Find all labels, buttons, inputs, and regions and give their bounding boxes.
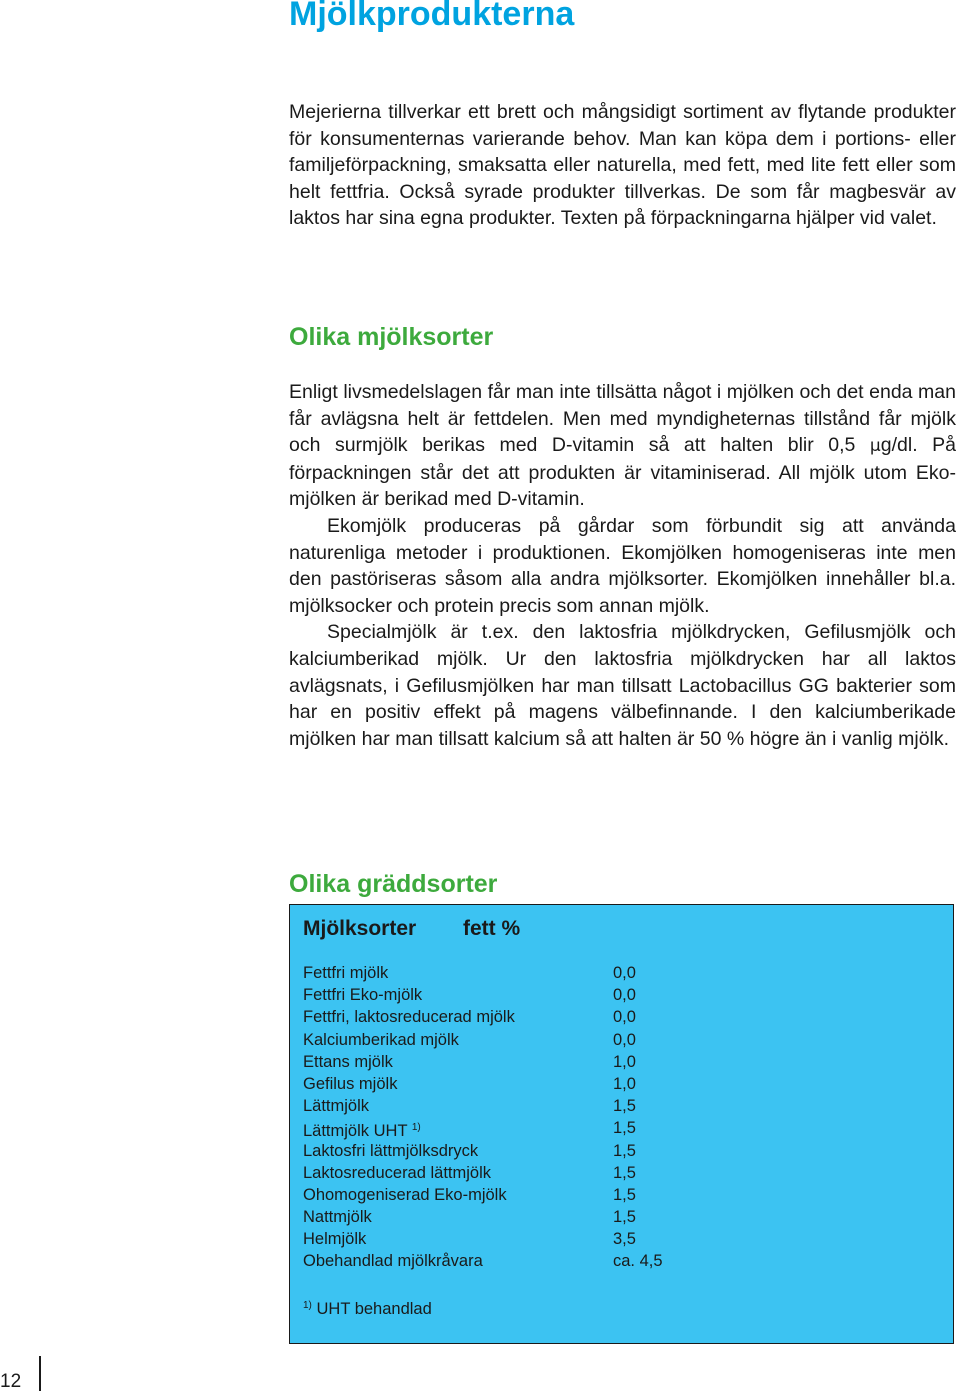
row-name (303, 1140, 478, 1162)
row-fat-value: 1,5 (613, 1185, 636, 1204)
row-name-text: Fettfri, laktosreducerad mjölk (303, 1008, 515, 1027)
row-name-text: Ohomogeniserad Eko-mjölk (303, 1185, 507, 1204)
milk-types-text (289, 379, 956, 752)
milk-paragraph-2: Ekomjölk produceras på gårdar som förbundit sig att använda naturenliga metoder i produktionen. Ekomjölken homogeniseras inte men den pastöriseras såsom alla andra mjölksorter. Ekomjölken innehåller bl.a. mjölksocker och protein precis som annan mjölk. (289, 514, 956, 617)
row-fat-value: 1,5 (613, 1119, 636, 1138)
table-row (303, 1140, 723, 1162)
row-name (303, 1228, 366, 1250)
fat-table-header (303, 915, 521, 943)
intro-paragraph (289, 99, 956, 232)
page-number: 12 (0, 1371, 22, 1392)
row-fat-value: 0,0 (613, 986, 636, 1005)
col-name-header: Mjölksorter (303, 917, 417, 940)
milk-types-heading: Olika mjölksorter (289, 323, 494, 351)
row-footnote-mark: 1) (411, 1122, 421, 1134)
row-fat-value: 3,5 (613, 1230, 636, 1249)
row-name-text: Gefilus mjölk (303, 1074, 398, 1093)
row-fat-value: 1,5 (613, 1163, 636, 1182)
table-row (303, 962, 723, 984)
row-fat-value: 0,0 (613, 964, 636, 982)
milk-paragraph-3: Specialmjölk är t.ex. den laktosfria mjölkdrycken, Gefilusmjölk och kalciumberikad mjölk. Ur den laktosfria mjölkdrycken har all laktos avlägsnats, i Gefilusmjölken har man tillsatt Lactobacillus GG bakterier som har en positiv effekt på magens välbefinnande. I den kalciumberikade mjölken har man tillsatt kalcium så att halten är 50 % högre än i vanlig mjölk. (289, 621, 956, 750)
table-row (303, 1073, 723, 1095)
row-fat-value: 0,0 (613, 1008, 636, 1027)
row-fat-value: 1,5 (613, 1208, 636, 1227)
row-name-text: Ettans mjölk (303, 1052, 393, 1071)
row-fat-value: 1,0 (613, 1074, 636, 1093)
table-row (303, 1051, 723, 1073)
col-fat-header: fett % (463, 917, 521, 940)
row-name (303, 1162, 491, 1184)
row-name-text: Fettfri Eko-mjölk (303, 986, 423, 1005)
row-name-text: Laktosfri lättmjölksdryck (303, 1141, 479, 1160)
table-row (303, 1184, 723, 1206)
cream-types-heading: Olika gräddsorter (289, 870, 498, 898)
table-row (303, 1228, 723, 1250)
row-name (303, 1006, 515, 1028)
table-row (303, 1250, 723, 1272)
row-name (303, 1029, 459, 1051)
table-row (303, 1029, 723, 1051)
row-fat-value: ca. 4,5 (613, 1252, 663, 1271)
row-name-text: Lättmjölk UHT (303, 1122, 408, 1141)
row-fat-value: 0,0 (613, 1030, 636, 1049)
table-footnote (303, 1295, 432, 1320)
milk-p1-before: Enligt livsmedelslagen får man inte tillsätta något i mjölken och det enda man får avlägsna helt är fettdelen. Men med myndigheternas tillstånd får mjölk och surmjölk berikas med D-vitamin så att halten blir 0,5 (289, 381, 956, 457)
table-row (303, 1006, 723, 1028)
micro-symbol: µ (869, 436, 881, 457)
fat-table-rows (303, 962, 723, 1273)
footnote-text: UHT behandlad (316, 1300, 432, 1318)
row-name (303, 1051, 393, 1073)
row-name-text: Fettfri mjölk (303, 964, 389, 982)
table-row (303, 1206, 723, 1228)
row-name (303, 1206, 372, 1228)
table-row (303, 1095, 723, 1117)
row-name-text: Obehandlad mjölkråvara (303, 1252, 483, 1271)
milk-paragraph-1 (289, 379, 956, 513)
intro-text: Mejerierna tillverkar ett brett och mångsidigt sortiment av flytande produkter för konsumenternas varierande behov. Man kan köpa dem i portions- eller familjeförpackning, smaksatta eller naturella, med fett, med lite fett eller som helt fettfria. Också syrade produkter tillverkas. De som får magbesvär av laktos har sina egna produkter. Texten på förpackningarna hjälper vid valet. (289, 101, 956, 230)
milk-p1-after: g/dl. På förpackningen står det att produkten är vitaminiserad. All mjölk utom Eko-mjölken är berikad med D-vitamin. (289, 434, 956, 511)
row-fat-value: 1,5 (613, 1097, 636, 1116)
fat-table-box (289, 904, 954, 1344)
footnote-mark: 1) (303, 1300, 312, 1311)
table-row (303, 984, 723, 1006)
table-row (303, 1162, 723, 1184)
row-name (303, 984, 422, 1006)
row-name (303, 1095, 369, 1117)
row-name (303, 962, 388, 984)
row-name-text: Kalciumberikad mjölk (303, 1030, 459, 1049)
row-name (303, 1073, 397, 1095)
row-fat-value: 1,0 (613, 1052, 636, 1071)
row-name-text: Nattmjölk (303, 1208, 372, 1227)
page-number-divider (39, 1356, 41, 1391)
row-name (303, 1184, 507, 1206)
table-row (303, 1117, 723, 1139)
page-title: Mjölkprodukterna (289, 0, 575, 33)
row-name (303, 1250, 483, 1272)
row-name-text: Lättmjölk (303, 1097, 370, 1116)
row-fat-value: 1,5 (613, 1141, 636, 1160)
row-name-text: Helmjölk (303, 1230, 367, 1249)
row-name-text: Laktosreducerad lättmjölk (303, 1163, 492, 1182)
